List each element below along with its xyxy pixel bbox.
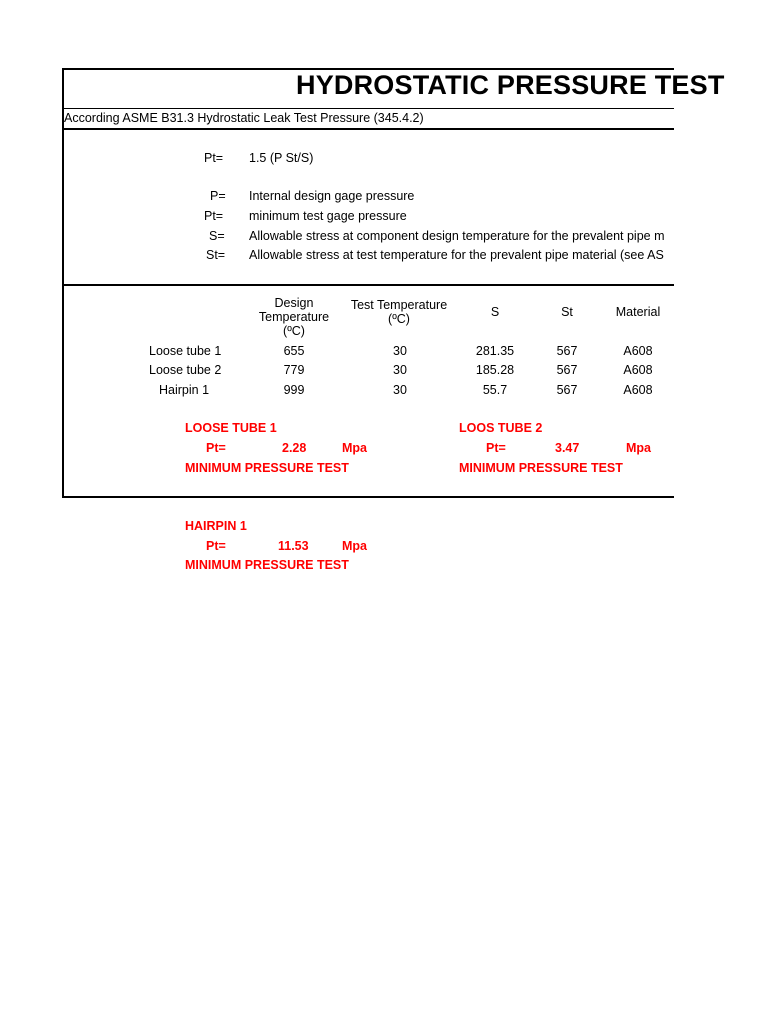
result-pt-label: Pt= [486,441,506,455]
sheet-bottom-border [62,496,674,498]
row-st: 567 [556,383,578,397]
row-test-temp: 30 [393,383,407,397]
row-material: A608 [623,344,653,358]
row-design-temp: 655 [283,344,305,358]
definition-text: Allowable stress at test temperature for the prevalent pipe material (see AS [249,248,664,262]
definition-symbol: Pt= [204,209,224,223]
result-value: 2.28 [282,441,307,455]
title-divider [62,108,674,109]
result-title: LOOS TUBE 2 [459,421,543,435]
definition-symbol: S= [209,229,225,243]
definition-symbol: P= [210,189,226,203]
page-title: HYDROSTATIC PRESSURE TEST [296,70,725,100]
header-st: St [561,305,573,319]
page-subtitle: According ASME B31.3 Hydrostatic Leak Test Pressure (345.4.2) [64,111,424,125]
definition-text: Allowable stress at component design temperature for the prevalent pipe m [249,229,665,243]
row-st: 567 [556,363,578,377]
result-unit: Mpa [342,539,367,553]
definition-text: minimum test gage pressure [249,209,407,223]
header-material: Material [615,305,661,319]
result-value: 3.47 [555,441,580,455]
subtitle-divider [62,128,674,130]
row-name: Loose tube 2 [149,363,222,377]
result-unit: Mpa [626,441,651,455]
header-design-temp: Design Temperature (ºC) [258,296,330,338]
result-note: MINIMUM PRESSURE TEST [185,461,349,475]
row-test-temp: 30 [393,363,407,377]
header-s: S [490,305,500,319]
result-value: 11.53 [278,539,309,553]
formula-label: Pt= [204,151,224,165]
row-name: Loose tube 1 [149,344,222,358]
result-title: LOOSE TUBE 1 [185,421,277,435]
header-test-temp: Test Temperature (ºC) [350,298,448,326]
row-design-temp: 779 [283,363,305,377]
row-s: 281.35 [475,344,515,358]
result-unit: Mpa [342,441,367,455]
row-name: Hairpin 1 [159,383,210,397]
row-design-temp: 999 [283,383,305,397]
result-pt-label: Pt= [206,441,226,455]
result-note: MINIMUM PRESSURE TEST [185,558,349,572]
row-s: 185.28 [475,363,515,377]
row-st: 567 [556,344,578,358]
row-material: A608 [623,383,653,397]
result-title: HAIRPIN 1 [185,519,247,533]
row-s: 55.7 [482,383,508,397]
result-pt-label: Pt= [206,539,226,553]
result-note: MINIMUM PRESSURE TEST [459,461,623,475]
definitions-divider [62,284,674,286]
row-material: A608 [623,363,653,377]
definition-symbol: St= [206,248,226,262]
sheet-left-border [62,68,64,497]
row-test-temp: 30 [393,344,407,358]
formula-expression: 1.5 (P St/S) [249,151,314,165]
definition-text: Internal design gage pressure [249,189,415,203]
